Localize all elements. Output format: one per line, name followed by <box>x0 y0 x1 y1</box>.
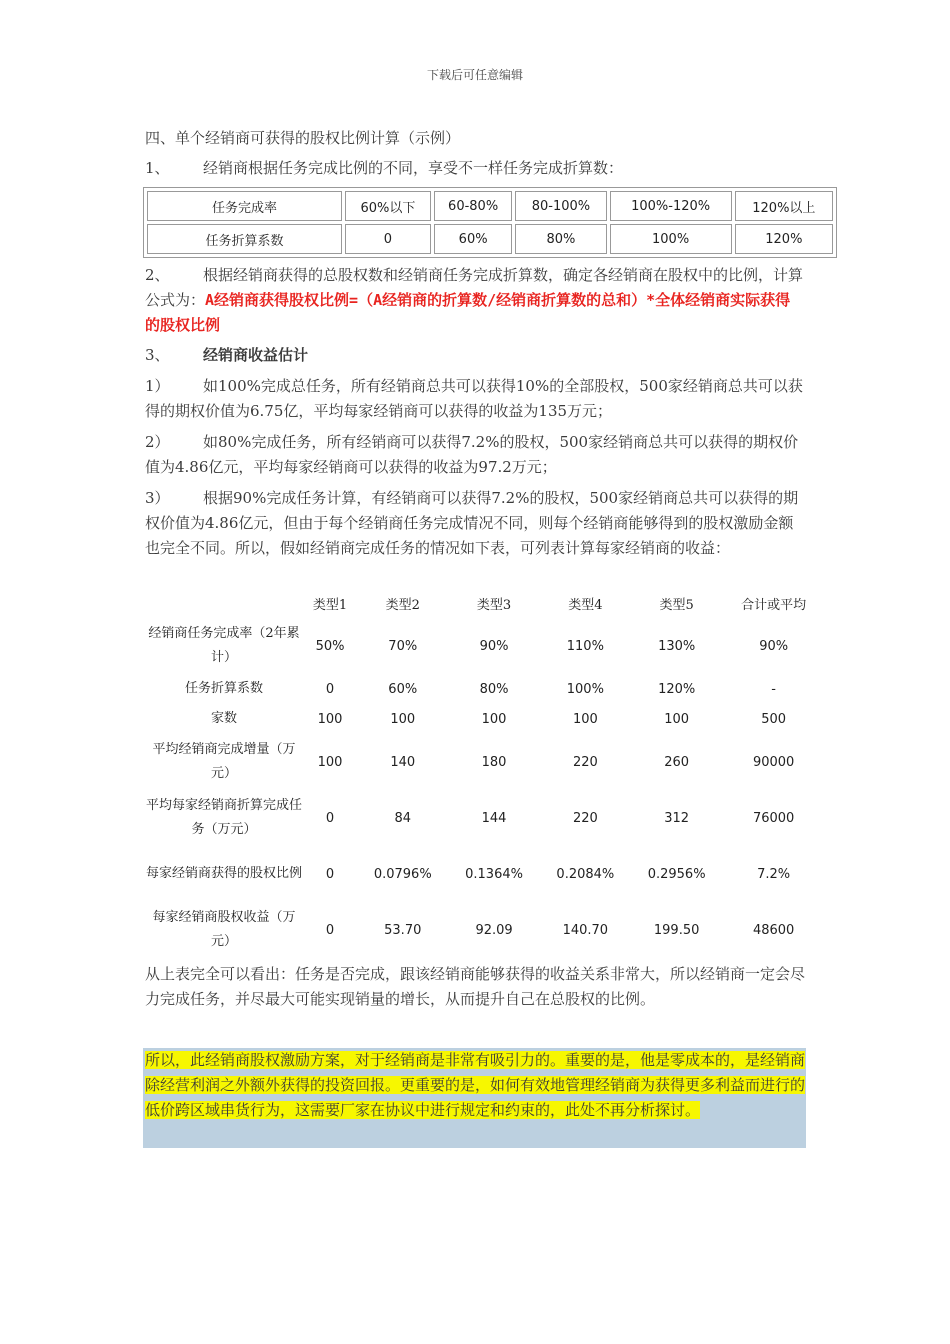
table-cell: 100 <box>572 711 598 727</box>
table-cell: 84 <box>394 810 412 826</box>
table1-cell: 任务完成率 <box>147 191 342 221</box>
sub-item-2-text: 如80%完成任务，所有经销商可以获得7.2%的股权，500家经销商总共可以获得的期权价值为4.86亿元，平均每家经销商可以获得的收益为97.2万元； <box>145 433 799 476</box>
highlighted-paragraph <box>145 1048 813 1123</box>
table2-header-cell: 类型5 <box>659 597 694 613</box>
table-cell: 180 <box>481 754 507 770</box>
item-3-number: 3、 <box>145 346 170 364</box>
table-row <box>145 704 825 734</box>
item-2-text: 根据经销商获得的总股权数和经销商任务完成折算数，确定各经销商在股权中的比例，计算公式为： <box>145 266 804 309</box>
table-cell: 500 <box>761 711 787 727</box>
table-cell: 0 <box>325 681 335 697</box>
sub-item-3-number: 3） <box>145 489 170 507</box>
table1-cell: 100% <box>610 224 732 254</box>
table2-header-cell: 类型1 <box>312 597 348 613</box>
table1-cell: 60%以下 <box>345 191 431 221</box>
item-1 <box>145 156 805 181</box>
table-row <box>145 618 825 674</box>
item-1-text: 经销商根据任务完成比例的不同，享受不一样任务完成折算数： <box>203 159 624 177</box>
table2-header-cell: 类型2 <box>385 597 420 613</box>
table-row <box>145 790 825 846</box>
row-label: 每家经销商获得的股权比例 <box>145 866 302 881</box>
table-cell: 100 <box>481 711 507 727</box>
dealer-income-table <box>145 588 825 958</box>
page-header: 下载后可任意编辑 <box>426 68 523 82</box>
row-label: 经销商任务完成率（2年累计） <box>148 626 300 665</box>
table-cell: 140.70 <box>562 922 609 938</box>
item-3 <box>145 343 805 368</box>
table-cell: 0 <box>325 866 335 882</box>
table2-header-cell: 类型4 <box>568 597 603 613</box>
table-cell: 0.1364% <box>465 866 523 882</box>
item-3-text: 经销商收益估计 <box>203 346 309 364</box>
item-2 <box>145 263 805 338</box>
table-cell: - <box>771 681 776 697</box>
row-label: 任务折算系数 <box>184 681 263 696</box>
table-cell: 50% <box>315 638 345 654</box>
table-row <box>145 734 825 790</box>
table-cell: 7.2% <box>757 866 791 882</box>
table1-cell: 100%-120% <box>610 191 732 221</box>
discount-coefficient-table <box>143 187 837 258</box>
table-cell: 144 <box>481 810 507 826</box>
table1-cell: 80% <box>515 224 606 254</box>
table-cell: 100 <box>664 711 690 727</box>
row-label: 家数 <box>210 711 237 726</box>
table1-cell: 120% <box>735 224 833 254</box>
table-cell: 260 <box>664 754 690 770</box>
table-cell: 100 <box>317 754 343 770</box>
table-cell: 90% <box>479 638 509 654</box>
table-cell: 220 <box>572 810 598 826</box>
conclusion-paragraph: 从上表完全可以看出：任务是否完成，跟该经销商能够获得的收益关系非常大，所以经销商一定会尽力完成任务，并尽最大可能实现销量的增长，从而提升自己在总股权的比例。 <box>145 965 806 1008</box>
table-cell: 70% <box>388 638 418 654</box>
table-cell: 312 <box>664 810 690 826</box>
row-label: 每家经销商股权收益（万元） <box>152 910 296 949</box>
table1-cell: 0 <box>345 224 431 254</box>
table-cell: 199.50 <box>653 922 700 938</box>
table-cell: 0.0796% <box>373 866 432 882</box>
table1-row-coefficient <box>147 224 833 254</box>
table-cell: 100% <box>566 681 604 697</box>
highlighted-text: 所以，此经销商股权激励方案，对于经销商是非常有吸引力的。重要的是，他是零成本的，是经销商除经营利润之外额外获得的投资回报。更重要的是，如何有效地管理经销商为获得更多利益而进行的低价跨区域串货行为，这需要厂家在协议中进行规定和约束的，此处不再分析探讨。 <box>145 1051 806 1119</box>
table-cell: 0 <box>325 810 335 826</box>
row-label: 平均经销商完成增量（万元） <box>152 742 296 781</box>
row-label: 平均每家经销商折算完成任务（万元） <box>145 798 302 837</box>
table-cell: 0 <box>325 922 335 938</box>
sub-item-3-text: 根据90%完成任务计算，有经销商可以获得7.2%的股权，500家经销商总共可以获得的期权价值为4.86亿元，但由于每个经销商任务完成情况不同，则每个经销商能够得到的股权激励金额也完全不同。所以，假如经销商完成任务的情况如下表，可列表计算每家经销商的收益： <box>145 489 799 557</box>
item-2-number: 2、 <box>145 266 170 284</box>
table-cell: 92.09 <box>475 922 513 938</box>
table1-cell: 120%以上 <box>735 191 833 221</box>
item-1-number: 1、 <box>145 159 170 177</box>
sub-item-1-number: 1） <box>145 377 170 395</box>
table-cell: 130% <box>658 638 696 654</box>
table2-header-cell: 类型3 <box>476 597 512 613</box>
table-cell: 110% <box>566 638 604 654</box>
section-title: 四、单个经销商可获得的股权比例计算（示例） <box>145 129 461 147</box>
sub-item-3 <box>145 486 805 561</box>
table-row <box>145 902 825 958</box>
table1-row-completion-rate <box>147 191 833 221</box>
formula-text: A经销商获得股权比例=（A经销商的折算数/经销商折算数的总和）*全体经销商实际获得的股权比例 <box>145 291 791 334</box>
sub-item-1-text: 如100%完成总任务，所有经销商总共可以获得10%的全部股权，500家经销商总共可以获得的期权价值为6.75亿，平均每家经销商可以获得的收益为135万元； <box>145 377 803 420</box>
table-cell: 100 <box>390 711 416 727</box>
table-cell: 120% <box>658 681 696 697</box>
table1-cell: 60% <box>434 224 513 254</box>
table-cell: 90% <box>759 638 789 654</box>
table-cell: 0.2084% <box>556 866 615 882</box>
table-cell: 48600 <box>752 922 795 938</box>
table-cell: 53.70 <box>384 922 422 938</box>
table1-cell: 60-80% <box>434 191 513 221</box>
table-cell: 60% <box>388 681 418 697</box>
table2-header-cell <box>145 588 303 618</box>
sub-item-1 <box>145 374 805 424</box>
table1-cell: 任务折算系数 <box>147 224 342 254</box>
sub-item-2-number: 2） <box>145 433 170 451</box>
table-cell: 76000 <box>752 810 795 826</box>
table-cell: 220 <box>572 754 598 770</box>
table2-header-cell: 合计或平均 <box>741 597 807 613</box>
table-row <box>145 846 825 902</box>
table-cell: 80% <box>479 681 509 697</box>
table-cell: 100 <box>317 711 343 727</box>
table2-header-row <box>145 588 825 618</box>
sub-item-2 <box>145 430 805 480</box>
table-cell: 90000 <box>752 754 795 770</box>
table1-cell: 80-100% <box>515 191 606 221</box>
table-row <box>145 674 825 704</box>
table-cell: 0.2956% <box>647 866 706 882</box>
table-cell: 140 <box>390 754 416 770</box>
